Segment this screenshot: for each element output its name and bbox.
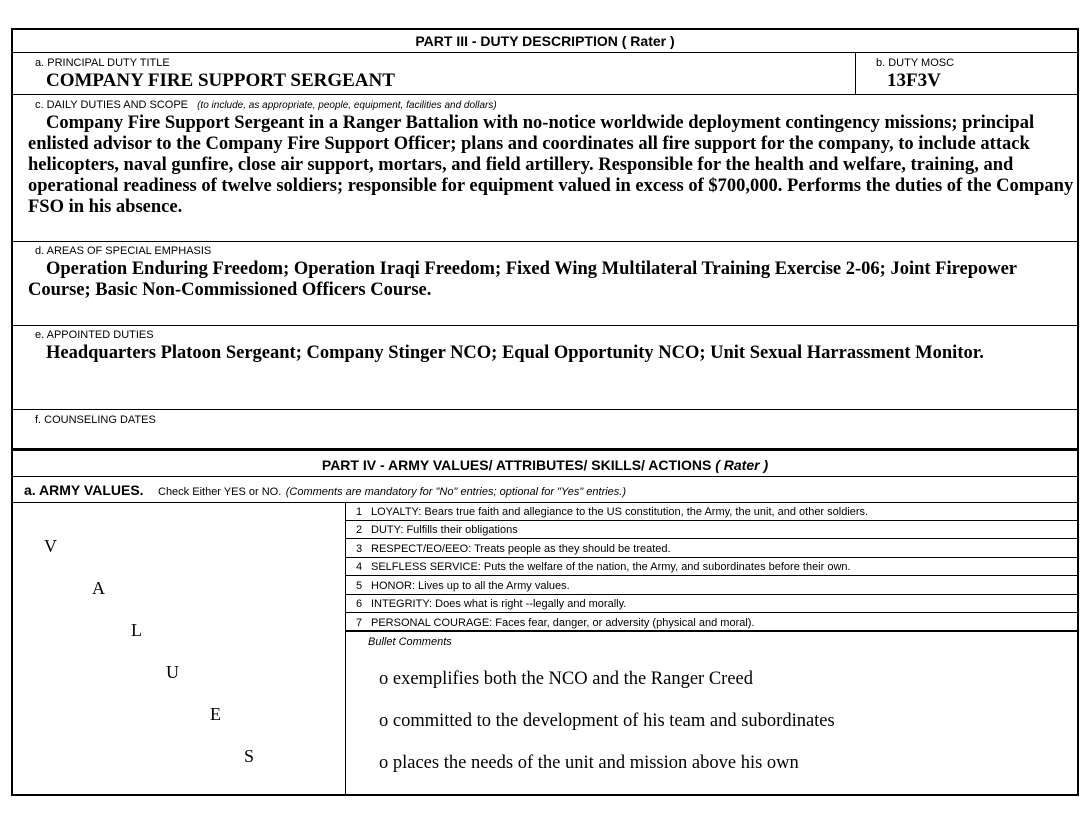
values-letter: V [44, 536, 57, 556]
duty-mosc-value[interactable]: 13F3V [887, 70, 941, 91]
army-value-row[interactable] [346, 503, 1077, 521]
bullet-comment[interactable]: o exemplifies both the NCO and the Ranger Creed [379, 669, 754, 689]
army-values-instr: Check Either YES or NO. [158, 486, 282, 498]
special-emphasis-label: d. AREAS OF SPECIAL EMPHASIS [35, 245, 212, 257]
values-letter: S [244, 746, 255, 766]
army-values-heading [24, 482, 626, 500]
section-divider [13, 448, 1077, 451]
divider [13, 52, 1077, 53]
part4-title [13, 457, 1077, 473]
principal-duty-title-value[interactable]: COMPANY FIRE SUPPORT SERGEANT [46, 70, 395, 91]
evaluation-form [11, 28, 1079, 796]
part4-title-text: PART IV - ARMY VALUES/ ATTRIBUTES/ SKILLS/ ACTIONS [321, 457, 716, 473]
value-text: SELFLESS SERVICE: Puts the welfare of the nation, the Army, and subordinates before their own. [371, 561, 851, 573]
value-number: 2 [356, 524, 363, 536]
army-value-row[interactable] [346, 614, 1077, 632]
army-value-row[interactable] [346, 558, 1077, 576]
bullet-comments-label: Bullet Comments [368, 636, 452, 648]
vertical-divider [855, 52, 856, 94]
daily-duties-label: c. DAILY DUTIES AND SCOPE [35, 99, 189, 111]
value-number: 7 [356, 617, 363, 629]
values-letter: L [131, 620, 142, 640]
value-number: 6 [356, 598, 363, 610]
value-number: 5 [356, 580, 363, 592]
counseling-dates-label: f. COUNSELING DATES [35, 414, 156, 426]
army-value-row[interactable] [346, 540, 1077, 558]
army-values-note: (Comments are mandatory for "No" entries; optional for "Yes" entries.) [285, 486, 627, 498]
daily-duties-note: (to include, as appropriate, people, equipment, facilities and dollars) [197, 100, 497, 111]
value-number: 1 [356, 506, 363, 518]
divider [13, 94, 1077, 95]
army-value-row[interactable] [346, 521, 1077, 539]
army-value-row[interactable] [346, 577, 1077, 595]
special-emphasis-text[interactable]: Operation Enduring Freedom; Operation Iraqi Freedom; Fixed Wing Multilateral Training Exercise 2-06; Joint Firepower Course; Basic Non-Commissioned Officers Course. [28, 259, 1017, 300]
daily-duties-label-row [35, 99, 497, 111]
principal-duty-title-label: a. PRINCIPAL DUTY TITLE [35, 57, 170, 69]
army-values-label: a. ARMY VALUES. [24, 482, 144, 498]
divider [13, 325, 1077, 326]
appointed-duties-label: e. APPOINTED DUTIES [35, 329, 154, 341]
value-text: DUTY: Fulfills their obligations [371, 524, 518, 536]
value-number: 4 [356, 561, 363, 573]
value-text: RESPECT/EO/EEO: Treats people as they should be treated. [371, 543, 671, 555]
value-text: LOYALTY: Bears true faith and allegiance to the US constitution, the Army, the unit, and other soldiers. [371, 506, 869, 518]
divider [13, 409, 1077, 410]
part3-title: PART III - DUTY DESCRIPTION ( Rater ) [415, 33, 675, 49]
part4-title-rater: ( Rater ) [715, 457, 769, 473]
daily-duties-text[interactable]: Company Fire Support Sergeant in a Ranger Battalion with no-notice worldwide deployment contingency missions; principal enlisted advisor to the Company Fire Support Officer; plans and coordinates all fire support for the company, to include attack helicopters, naval gunfire, close air support, mortars, and field artillery. Responsible for the health and welfare, training, and operational readiness of twelve soldiers; responsible for equipment valued in excess of $700,000. Performs the duties of the Company FSO in his absence. [28, 113, 1074, 217]
divider [13, 241, 1077, 242]
values-letter: E [210, 704, 221, 724]
value-text: HONOR: Lives up to all the Army values. [371, 580, 570, 592]
values-letter: A [92, 578, 105, 598]
value-text: PERSONAL COURAGE: Faces fear, danger, or adversity (physical and moral). [371, 617, 755, 629]
value-text: INTEGRITY: Does what is right --legally and morally. [371, 598, 627, 610]
values-letter: U [166, 662, 179, 682]
duty-mosc-label: b. DUTY MOSC [876, 57, 955, 69]
army-value-row[interactable] [346, 595, 1077, 613]
bullet-comment[interactable]: o places the needs of the unit and mission above his own [379, 753, 799, 773]
value-number: 3 [356, 543, 363, 555]
appointed-duties-text[interactable]: Headquarters Platoon Sergeant; Company Stinger NCO; Equal Opportunity NCO; Unit Sexual Harrassment Monitor. [46, 343, 984, 363]
bullet-comment[interactable]: o committed to the development of his team and subordinates [379, 711, 835, 731]
divider [13, 476, 1077, 477]
